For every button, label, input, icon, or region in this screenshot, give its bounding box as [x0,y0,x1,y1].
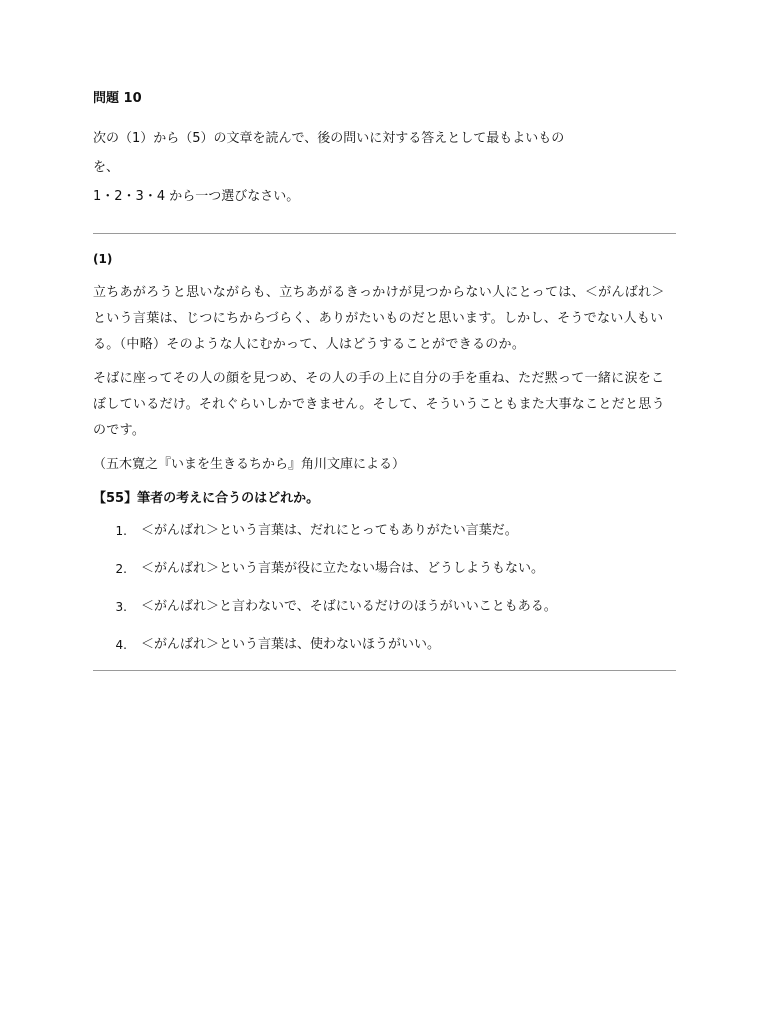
passage-paragraph: 立ちあがろうと思いながらも、立ちあがるきっかけが見つからない人にとっては、＜がんばれ＞という言葉は、じつにちからづらく、ありがたいものだと思います。しかし、そうでない人もいる。（中略）そのような人にむかって、人はどうすることができるのか。 [93,285,665,352]
option-text: ＜がんばれ＞という言葉は、だれにとってもありがたい言葉だ。 [141,523,518,538]
question-label: 【55】筆者の考えに合うのはどれか。 [93,491,320,506]
document-page [93,88,676,671]
divider-bottom [93,670,676,671]
option-number: 1. [115,524,127,538]
instruction-line: 次の（1）から（5）の文章を読んで、後の問いに対する答えとして最もよいもの [93,131,565,146]
instructions [93,124,676,211]
option-text: ＜がんばれ＞という言葉は、使わないほうがいい。 [141,637,441,652]
option-text: ＜がんばれ＞という言葉が役に立たない場合は、どうしようもない。 [141,561,545,576]
instruction-line: を、 [93,160,120,175]
answer-option-4[interactable] [93,632,676,658]
answer-option-2[interactable] [93,556,676,582]
passage-source: （五木寛之『いまを生きるちから』角川文庫による） [93,457,406,472]
option-number: 4. [115,638,127,652]
answer-option-3[interactable] [93,594,676,620]
answer-options [93,518,676,658]
option-text: ＜がんばれ＞と言わないで、そばにいるだけのほうがいいこともある。 [141,599,557,614]
option-number: 3. [115,600,127,614]
problem-heading: 問題 10 [93,91,142,106]
passage-number: (1) [93,252,113,266]
passage-paragraph: そばに座ってその人の顔を見つめ、その人の手の上に自分の手を重ね、ただ黙って一緒に涙をこぼしているだけ。それぐらいしかできません。そして、そういうこともまた大事なことだと思うのです。 [93,371,665,438]
instruction-line: 1・2・3・4 から一つ選びなさい。 [93,189,300,204]
answer-option-1[interactable] [93,518,676,544]
option-number: 2. [115,562,127,576]
divider-top [93,233,676,234]
